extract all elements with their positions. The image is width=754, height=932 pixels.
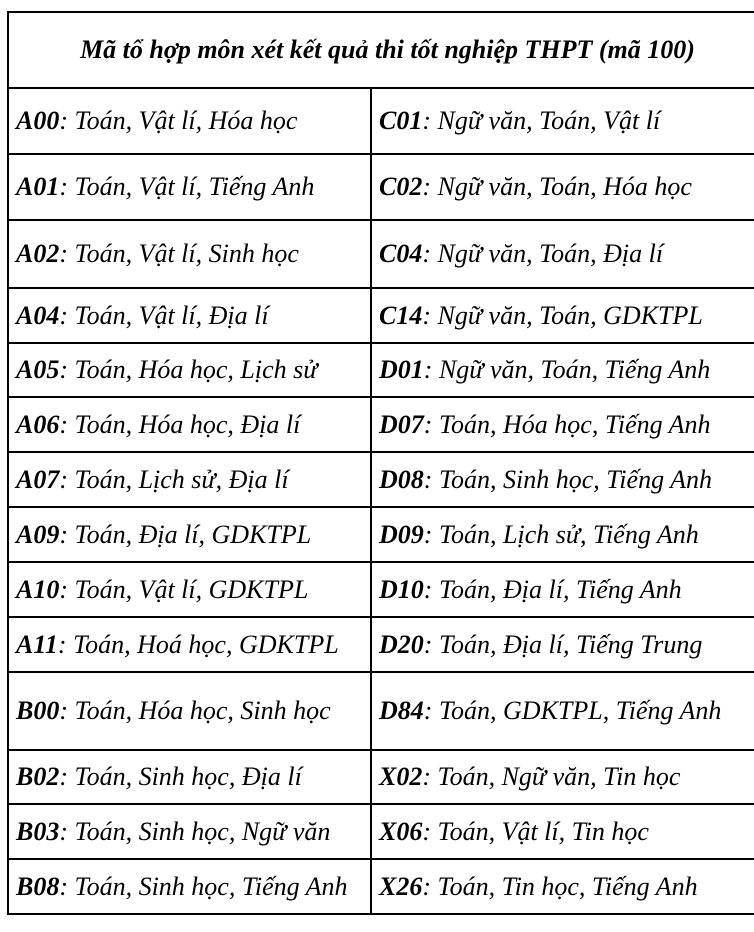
combo-subjects: : Toán, Vật lí, GDKTPL <box>59 574 309 604</box>
combo-code: X26 <box>379 871 423 901</box>
combo-subjects: : Toán, Vật lí, Tin học <box>422 816 649 846</box>
combo-code: D08 <box>379 464 424 494</box>
combo-cell-right <box>371 220 754 288</box>
combo-cell-right <box>371 343 754 397</box>
combo-cell-right <box>371 672 754 750</box>
combo-cell-left <box>8 452 371 507</box>
table-row <box>8 562 754 617</box>
combo-subjects: : Toán, Vật lí, Hóa học <box>59 106 298 135</box>
combo-cell-left <box>8 288 371 343</box>
combo-subjects: : Toán, Địa lí, Tiếng Anh <box>423 574 682 604</box>
combo-cell-left <box>8 88 371 154</box>
combo-subjects: : Ngữ văn, Toán, Hóa học <box>422 172 692 201</box>
combo-subjects: : Toán, Địa lí, GDKTPL <box>59 519 312 549</box>
combo-code: B00 <box>16 696 60 725</box>
combo-cell-left <box>8 220 371 288</box>
table-row <box>8 672 754 750</box>
combo-code: D84 <box>379 696 424 725</box>
combo-code: C04 <box>379 239 423 268</box>
combo-cell-right <box>371 750 754 804</box>
table-row <box>8 88 754 154</box>
combo-code: X02 <box>379 762 423 791</box>
combo-code: C02 <box>379 172 423 201</box>
combo-code: D20 <box>379 629 424 659</box>
table-row <box>8 507 754 562</box>
combo-cell-left <box>8 804 371 859</box>
combo-subjects: : Toán, Vật lí, Sinh học <box>59 239 299 268</box>
table-row <box>8 288 754 343</box>
table-row <box>8 617 754 672</box>
combo-subjects: : Toán, Vật lí, Địa lí <box>59 300 269 330</box>
combo-cell-right <box>371 397 754 452</box>
combo-cell-right <box>371 154 754 220</box>
combo-cell-left <box>8 859 371 914</box>
combo-cell-left <box>8 750 371 804</box>
table-title: Mã tổ hợp môn xét kết quả thi tốt nghiệp THPT (mã 100) <box>8 12 754 88</box>
combo-code: A07 <box>16 464 60 494</box>
combo-code: A06 <box>16 409 60 439</box>
combo-subjects: : Toán, Hóa học, Sinh học <box>59 696 331 725</box>
combo-cell-right <box>371 288 754 343</box>
combo-subjects: : Toán, Địa lí, Tiếng Trung <box>423 629 703 659</box>
combo-subjects: : Toán, Lịch sử, Địa lí <box>59 464 289 494</box>
table-row <box>8 859 754 914</box>
table-row <box>8 804 754 859</box>
combo-subjects: : Toán, Tin học, Tiếng Anh <box>422 871 698 901</box>
combo-code: A09 <box>16 519 60 549</box>
combo-cell-right <box>371 452 754 507</box>
combo-cell-left <box>8 617 371 672</box>
combo-subjects: : Toán, Hóa học, Địa lí <box>59 409 301 439</box>
combo-subjects: : Ngữ văn, Toán, Vật lí <box>422 106 661 135</box>
combo-cell-right <box>371 859 754 914</box>
combo-cell-right <box>371 507 754 562</box>
table-row <box>8 452 754 507</box>
combo-subjects: : Ngữ văn, Toán, GDKTPL <box>422 300 703 330</box>
combo-code: C14 <box>379 300 423 330</box>
combo-subjects: : Toán, Vật lí, Tiếng Anh <box>59 172 315 201</box>
combo-subjects: : Toán, Lịch sử, Tiếng Anh <box>423 519 699 549</box>
combo-code: A02 <box>16 239 60 268</box>
combo-cell-right <box>371 804 754 859</box>
combo-subjects: : Toán, Sinh học, Ngữ văn <box>59 816 331 846</box>
table-row <box>8 397 754 452</box>
combo-cell-right <box>371 562 754 617</box>
combo-code: B08 <box>16 871 60 901</box>
table-body <box>8 12 754 914</box>
combo-code: A11 <box>16 629 58 659</box>
combo-subjects: : Ngữ văn, Toán, Địa lí <box>422 239 664 268</box>
combo-code: B03 <box>16 816 60 846</box>
combo-code: C01 <box>379 106 423 135</box>
combo-code: A00 <box>16 106 60 135</box>
table-row <box>8 343 754 397</box>
combo-subjects: : Ngữ văn, Toán, Tiếng Anh <box>423 355 711 384</box>
combo-subjects: : Toán, Hóa học, Lịch sử <box>59 355 318 384</box>
combo-subjects: : Toán, Hóa học, Tiếng Anh <box>423 409 711 439</box>
combo-subjects: : Toán, GDKTPL, Tiếng Anh <box>423 696 722 725</box>
combo-cell-left <box>8 154 371 220</box>
combo-code: A05 <box>16 355 60 384</box>
combo-code: X06 <box>379 816 423 846</box>
combo-code: A04 <box>16 300 60 330</box>
combo-code: D07 <box>379 409 424 439</box>
table-row <box>8 154 754 220</box>
combo-cell-right <box>371 617 754 672</box>
table-row <box>8 750 754 804</box>
combo-cell-left <box>8 672 371 750</box>
combo-subjects: : Toán, Ngữ văn, Tin học <box>422 762 681 791</box>
combo-code: D01 <box>379 355 424 384</box>
combo-code: A01 <box>16 172 60 201</box>
combo-subjects: : Toán, Hoá học, GDKTPL <box>57 629 339 659</box>
combo-subjects: : Toán, Sinh học, Tiếng Anh <box>423 464 712 494</box>
combo-cell-right <box>371 88 754 154</box>
combo-code: B02 <box>16 762 60 791</box>
combo-subjects: : Toán, Sinh học, Tiếng Anh <box>59 871 348 901</box>
subject-combination-table <box>7 11 754 915</box>
combo-cell-left <box>8 507 371 562</box>
combo-subjects: : Toán, Sinh học, Địa lí <box>59 762 302 791</box>
title-row <box>8 12 754 88</box>
combo-cell-left <box>8 343 371 397</box>
combo-code: D10 <box>379 574 424 604</box>
table-row <box>8 220 754 288</box>
combo-cell-left <box>8 562 371 617</box>
combo-cell-left <box>8 397 371 452</box>
combo-code: D09 <box>379 519 424 549</box>
combo-code: A10 <box>16 574 60 604</box>
